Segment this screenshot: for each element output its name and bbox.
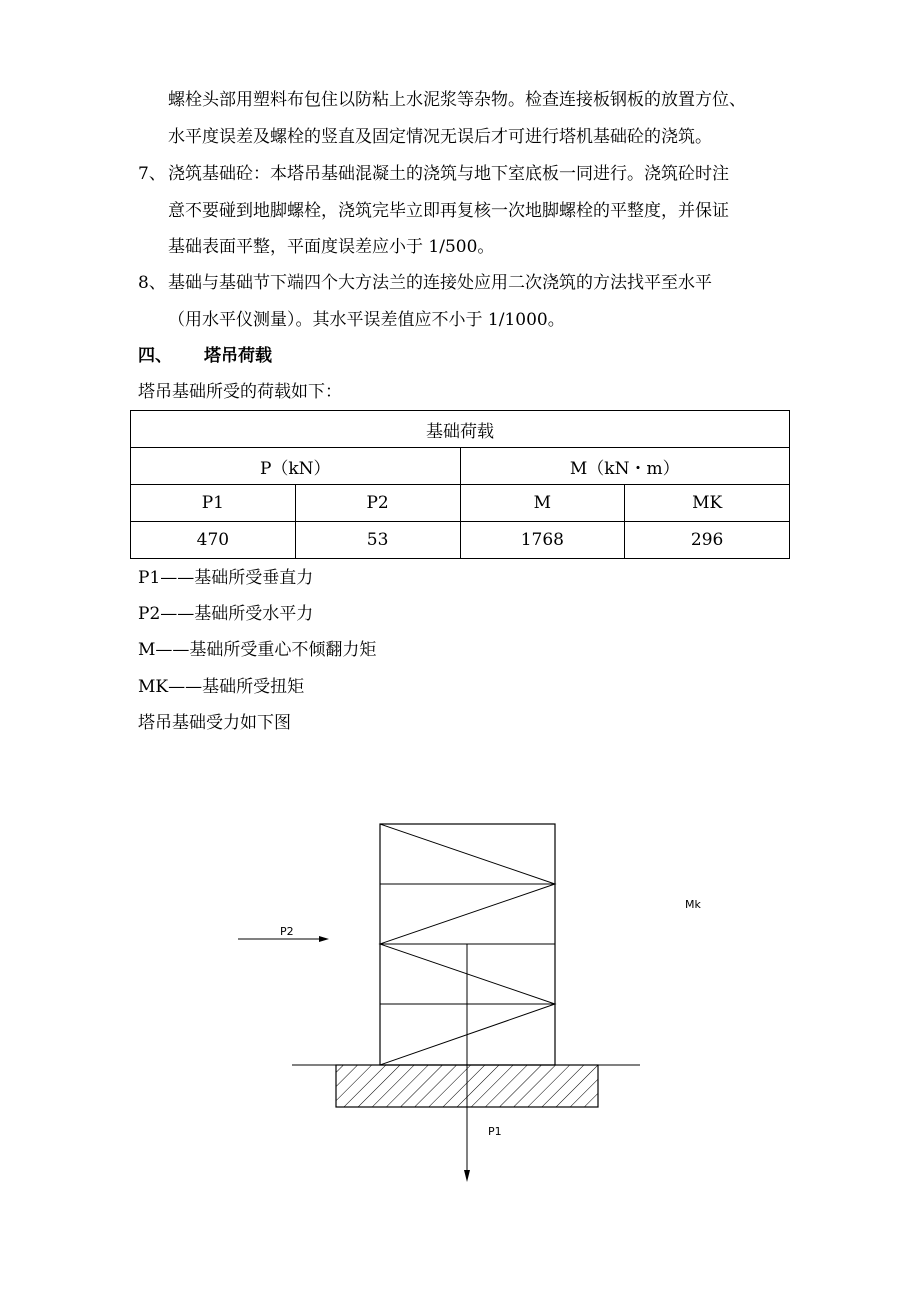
table-header-p2: P2 <box>295 485 460 522</box>
table-value-m: 1768 <box>460 522 625 559</box>
table-group-p: P（kN） <box>131 448 461 485</box>
item-7-line-3: 基础表面平整，平面度误差应小于 1/500。 <box>168 237 495 257</box>
definition-p2: P2——基础所受水平力 <box>138 604 314 624</box>
paragraph-6-line-1: 螺栓头部用塑料布包住以防粘上水泥浆等杂物。检查连接板钢板的放置方位、 <box>168 90 746 110</box>
item-8-line-1: 基础与基础节下端四个大方法兰的连接处应用二次浇筑的方法找平至水平 <box>168 273 712 293</box>
definition-m: M——基础所受重心不倾翻力矩 <box>138 640 377 660</box>
tower-crane-force-diagram <box>0 800 920 1200</box>
label-p2: P2 <box>280 925 294 938</box>
label-p1: P1 <box>488 1125 502 1138</box>
p2-arrowhead <box>319 936 329 942</box>
item-7-line-2: 意不要碰到地脚螺栓，浇筑完毕立即再复核一次地脚螺栓的平整度，并保证 <box>168 201 729 221</box>
paragraph-6-line-2: 水平度误差及螺栓的竖直及固定情况无误后才可进行塔机基础砼的浇筑。 <box>168 127 712 147</box>
table-value-mk: 296 <box>625 522 790 559</box>
load-table <box>130 410 790 559</box>
p1-arrowhead <box>464 1170 470 1182</box>
table-intro: 塔吊基础所受的荷载如下： <box>138 382 342 402</box>
table-header-m: M <box>460 485 625 522</box>
table-value-p2: 53 <box>295 522 460 559</box>
item-8-number: 8、 <box>138 273 166 293</box>
diagram-caption: 塔吊基础受力如下图 <box>138 713 291 733</box>
table-header-mk: MK <box>625 485 790 522</box>
label-mk: Mk <box>685 898 701 911</box>
item-7-number: 7、 <box>138 164 166 184</box>
section-title: 塔吊荷载 <box>204 346 272 366</box>
table-title: 基础荷载 <box>131 411 790 448</box>
section-number: 四、 <box>138 346 172 366</box>
item-8-line-2: （用水平仪测量）。其水平误差值应不小于 1/1000。 <box>168 310 565 330</box>
definition-p1: P1——基础所受垂直力 <box>138 568 314 588</box>
table-value-p1: 470 <box>131 522 296 559</box>
definition-mk: MK——基础所受扭矩 <box>138 677 305 697</box>
table-group-m: M（kN・m） <box>460 448 790 485</box>
item-7-line-1: 浇筑基础砼：本塔吊基础混凝土的浇筑与地下室底板一同进行。浇筑砼时注 <box>168 164 729 184</box>
table-header-p1: P1 <box>131 485 296 522</box>
